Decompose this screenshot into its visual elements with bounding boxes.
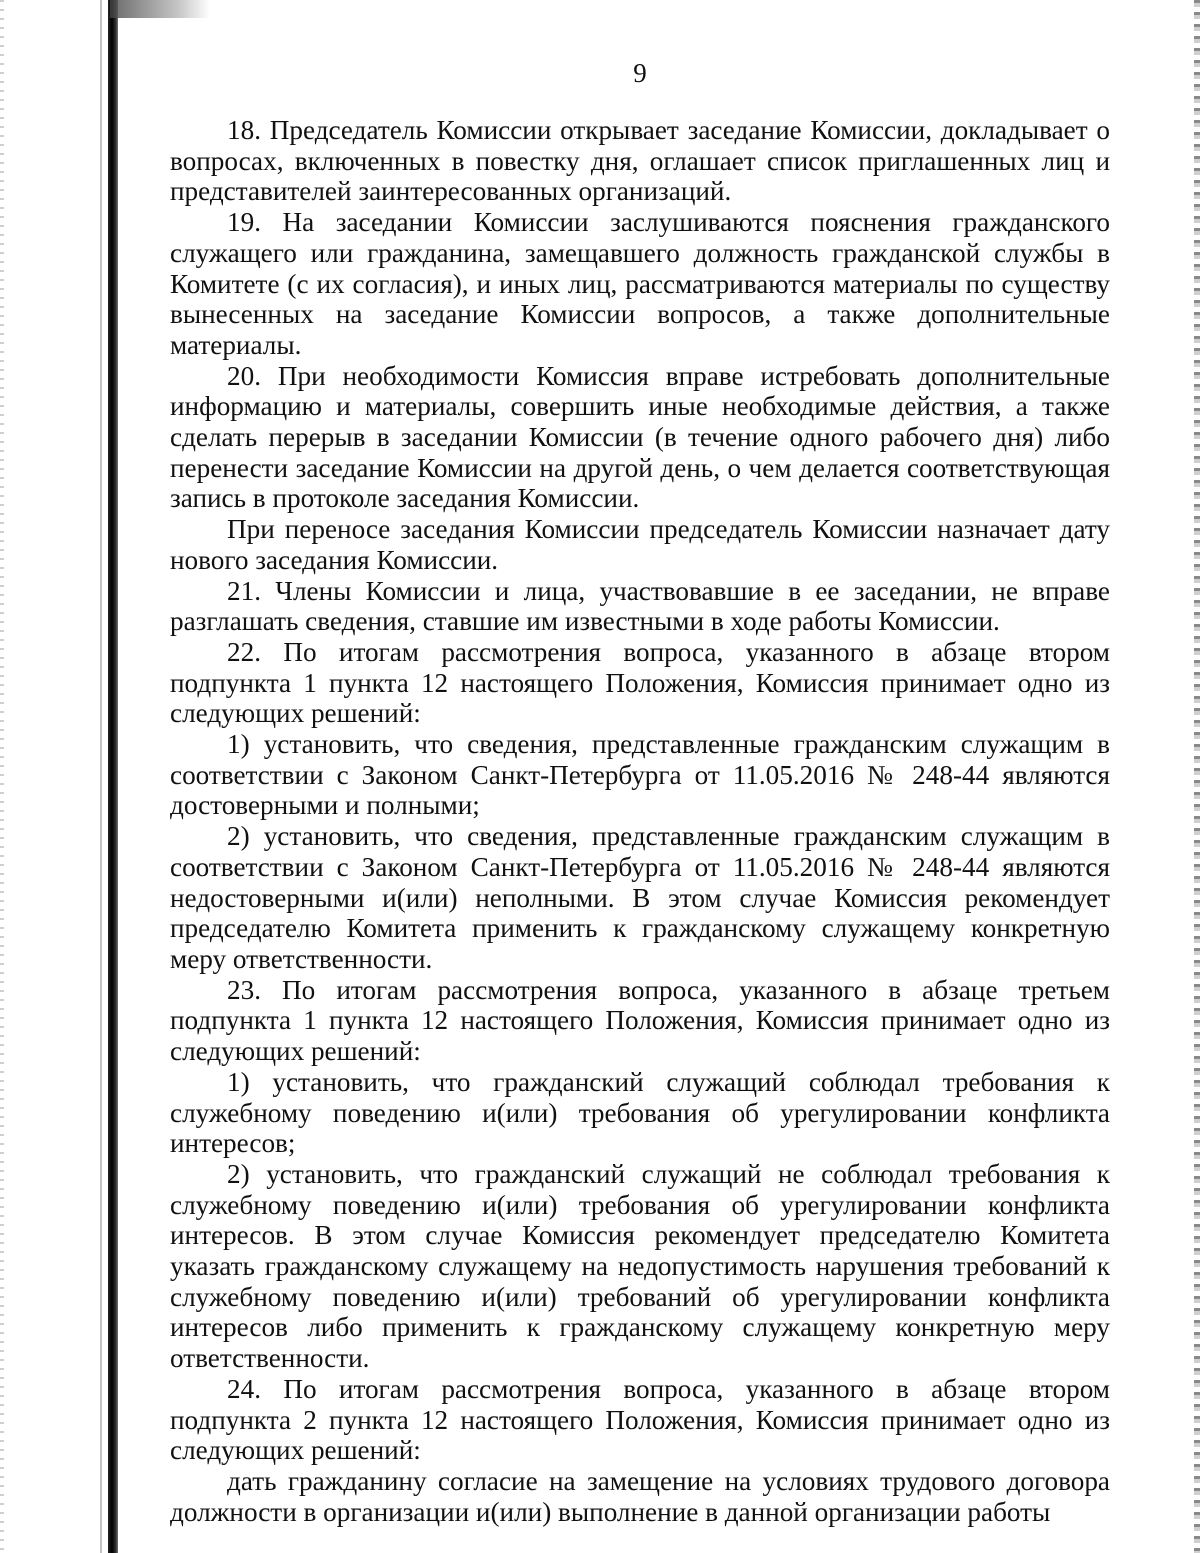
paragraph-21: 21. Члены Комиссии и лица, участвовавшие в ее заседании, не вправе разглашать сведения, ставшие им известными в ходе работы Комиссии. [170, 575, 1110, 637]
paragraph-20: 20. При необходимости Комиссия вправе истребовать дополнительные информацию и материалы, совершить иные необходимые действия, а также сделать перерыв в заседании Комиссии (в течение одного рабочего дня) либо перенести заседание Комиссии на другой день, о чем делается соответствующая запись в протоколе заседания Комиссии. [170, 360, 1110, 514]
scan-binding-shadow [100, 0, 102, 1553]
paragraph-23: 23. По итогам рассмотрения вопроса, указанного в абзаце третьем подпункта 1 пункта 12 настоящего Положения, Комиссия принимает одно из следующих решений: [170, 974, 1110, 1067]
document-body [170, 115, 1110, 1527]
scan-corner-smudge [110, 0, 210, 18]
paragraph-18: 18. Председатель Комиссии открывает заседание Комиссии, докладывает о вопросах, включенных в повестку дня, оглашает список приглашенных лиц и представителей заинтересованных организаций. [170, 115, 1110, 207]
paragraph-22-item-1: 1) установить, что сведения, представленные гражданским служащим в соответствии с Законом Санкт-Петербурга от 11.05.2016 № 248-44 являются достоверными и полными; [170, 729, 1110, 821]
page-number: 9 [633, 58, 647, 88]
paragraph-22: 22. По итогам рассмотрения вопроса, указанного в абзаце втором подпункта 1 пункта 12 настоящего Положения, Комиссия принимает одно из следующих решений: [170, 636, 1110, 729]
paragraph-19: 19. На заседании Комиссии заслушиваются пояснения гражданского служащего или гражданина, замещавшего должность гражданской службы в Комитете (с их согласия), и иных лиц, рассматриваются материалы по существу вынесенных на заседание Комиссии вопросов, а также дополнительные материалы. [170, 207, 1110, 360]
paragraph-23-item-1: 1) установить, что гражданский служащий соблюдал требования к служебному поведению и(или) требования об урегулировании конфликта интересов; [170, 1066, 1110, 1159]
paragraph-24-option-1: дать гражданину согласие на замещение на условиях трудового договора должности в организации и(или) выполнение в данной организации работы [170, 1465, 1110, 1527]
paragraph-23-item-2: 2) установить, что гражданский служащий не соблюдал требования к служебному поведению и(или) требования об урегулировании конфликта интересов. В этом случае Комиссия рекомендует председателю Комитета указать гражданскому служащему на недопустимость нарушения требований к служебному поведению и(или) требований об урегулировании конфликта интересов либо применить к гражданскому служащему конкретную меру ответственности. [170, 1158, 1110, 1374]
scan-right-edge [1194, 0, 1200, 1553]
paragraph-22-item-2: 2) установить, что сведения, представленные гражданским служащим в соответствии с Законом Санкт-Петербурга от 11.05.2016 № 248-44 являются недостоверными и(или) неполными. В этом случае Комиссия рекомендует председателю Комитета применить к гражданскому служащему конкретную меру ответственности. [170, 821, 1110, 974]
paragraph-24: 24. По итогам рассмотрения вопроса, указанного в абзаце втором подпункта 2 пункта 12 настоящего Положения, Комиссия принимает одно из следующих решений: [170, 1373, 1110, 1466]
scan-left-edge [0, 0, 4, 1553]
scan-binding-edge [108, 0, 118, 1553]
paragraph-20-postpone: При переносе заседания Комиссии председатель Комиссии назначает дату нового заседания Комиссии. [170, 514, 1110, 575]
